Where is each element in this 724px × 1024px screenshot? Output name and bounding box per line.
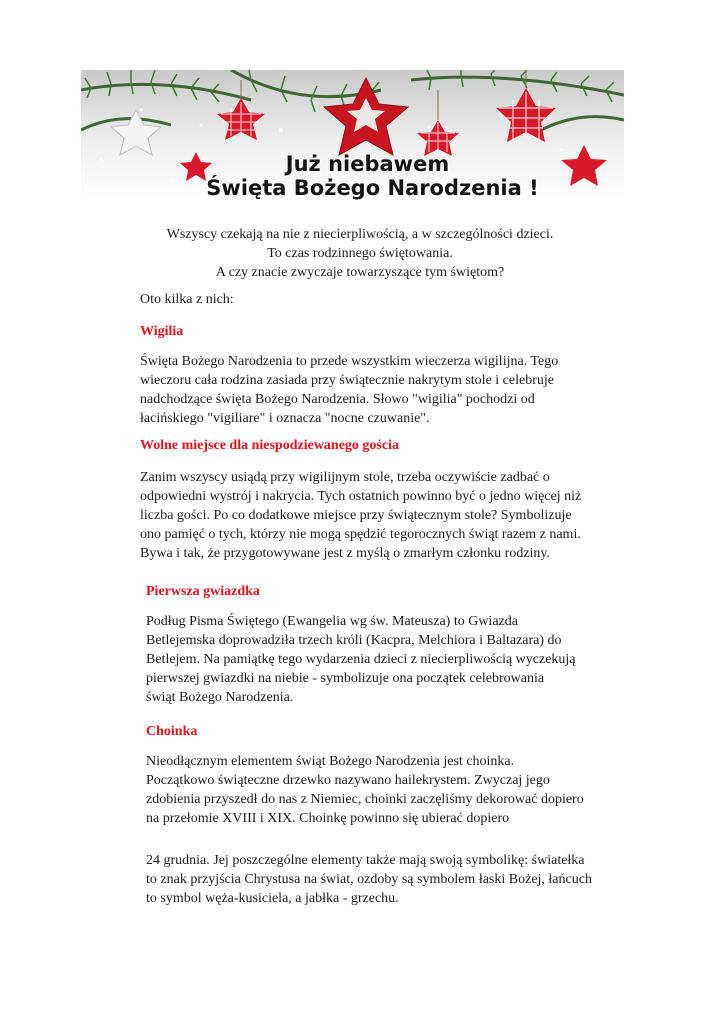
section-heading-pierwsza-gwiazdka: Pierwsza gwiazdka	[146, 584, 260, 599]
banner-title	[81, 152, 624, 200]
section-text-choinka: Nieodłącznym elementem świąt Bożego Narodzenia jest choinka. Początkowo świąteczne drzewko nazywano hailekrystem. Zwyczaj jego zdobienia przyszedł do nas z Niemiec, choinki zaczęliśmy dekorować dopiero na przełomie XVIII i XIX. Choinkę powinno się ubierać dopiero	[146, 754, 584, 826]
header-banner	[81, 70, 624, 203]
section-text-pierwsza-gwiazdka: Podług Pisma Świętego (Ewangelia wg św. Mateusza) to Gwiazda Betlejemska doprowadziła trzech króli (Kacpra, Melchiora i Baltazara) do Betlejem. Na pamiątkę tego wydarzenia dzieci z niecierpliwością wyczekują pierwszej gwiazdki na niebie - symbolizuje ona początek celebrowania świąt Bożego Narodzenia.	[146, 614, 576, 705]
section-heading-wigilia: Wigilia	[140, 324, 184, 339]
section-text-wigilia: Święta Bożego Narodzenia to przede wszystkim wieczerza wigilijna. Tego wieczoru cała rodzina zasiada przy świątecznie nakrytym stole i celebruje nadchodzące święta Bożego Narodzenia. Słowo "wigilia" pochodzi od łacińskiego "vigiliare" i oznacza "nocne czuwanie".	[140, 354, 559, 426]
banner-title-line2: Święta Bożego Narodzenia !	[206, 176, 539, 200]
continuation-text: 24 grudnia. Jej poszczególne elementy także mają swoją symbolikę: światełka to znak przyjścia Chrystusa na świat, ozdoby są symbolem łaski Bożej, łańcuch to symbol węża-kusiciela, a jabłka - grzechu.	[146, 853, 592, 906]
banner-title-line1: Już niebawem	[285, 152, 450, 176]
intro-line: To czas rodzinnego świętowania.	[267, 246, 453, 261]
section-heading-choinka: Choinka	[146, 724, 198, 739]
intro-line: A czy znacie zwyczaje towarzyszące tym świętom?	[215, 265, 505, 280]
section-heading-wolne-miejsce: Wolne miejsce dla niespodziewanego gościa	[140, 438, 399, 453]
lead-text: Oto kilka z nich:	[140, 292, 234, 307]
intro-line: Wszyscy czekają na nie z niecierpliwością, a w szczególności dzieci.	[166, 227, 554, 242]
intro-paragraph	[120, 225, 600, 282]
section-text-wolne-miejsce: Zanim wszyscy usiądą przy wigilijnym stole, trzeba oczywiście zadbać o odpowiedni wystrój i nakrycia. Tych ostatnich powinno być o jedno więcej niż liczba gości. Po co dodatkowe miejsce przy świątecznym stole? Symbolizuje ono pamięć o tych, którzy nie mogą spędzić tegorocznych świąt razem z nami. Bywa i tak, że przygotowywane jest z myślą o zmarłym członku rodziny.	[140, 470, 582, 561]
